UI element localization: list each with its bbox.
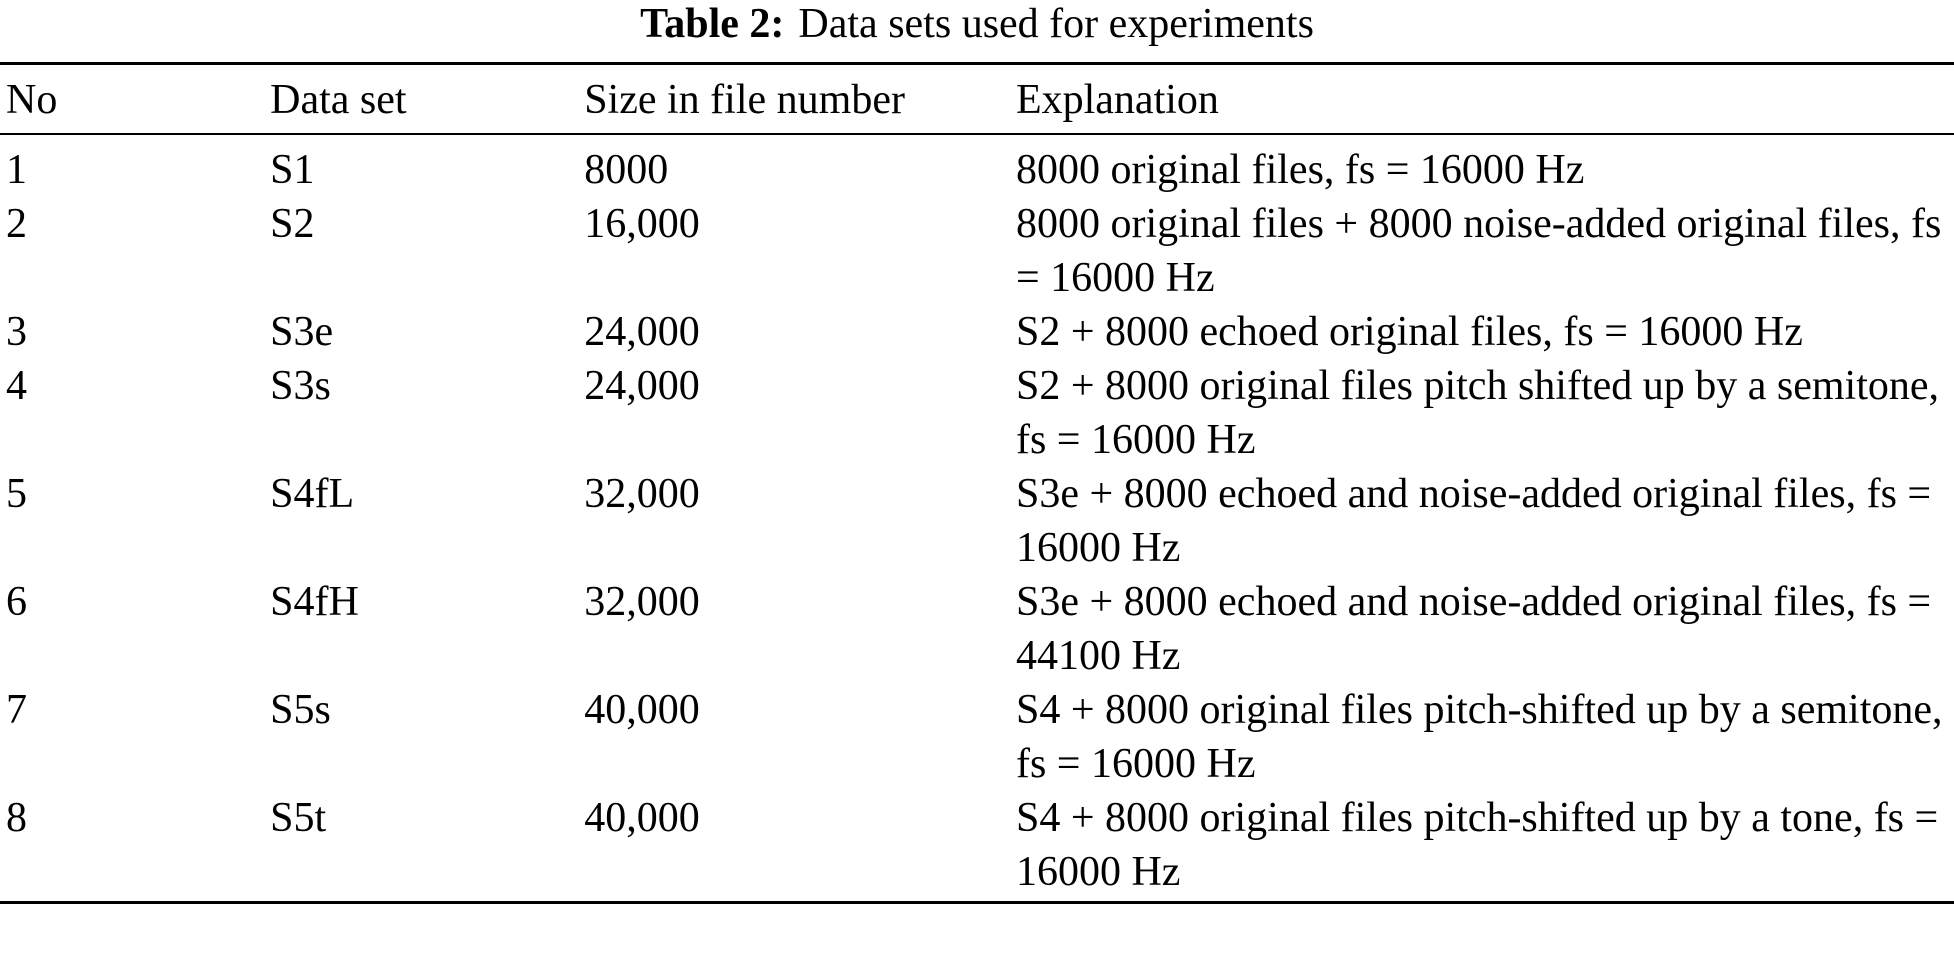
- cell-explanation: S2 + 8000 echoed original files, fs = 16000 Hz: [1015, 309, 1803, 355]
- cell-size: 32,000: [584, 471, 700, 517]
- cell-data-set: S5s: [270, 687, 331, 733]
- cell-explanation: S4 + 8000 original files pitch-shifted up by a semitone, fs = 16000 Hz: [1015, 687, 1943, 787]
- table-row: [0, 683, 1954, 791]
- cell-data-set: S4fL: [270, 471, 355, 517]
- cell-explanation: S3e + 8000 echoed and noise-added original files, fs = 16000 Hz: [1015, 471, 1932, 571]
- cell-size: 40,000: [584, 687, 700, 733]
- cell-explanation: 8000 original files + 8000 noise-added original files, fs = 16000 Hz: [1015, 201, 1942, 301]
- table-body: [0, 134, 1954, 903]
- cell-data-set: S3s: [270, 363, 331, 409]
- cell-explanation: S2 + 8000 original files pitch shifted up by a semitone, fs = 16000 Hz: [1015, 363, 1940, 463]
- cell-no: 7: [6, 687, 27, 733]
- cell-explanation: 8000 original files, fs = 16000 Hz: [1015, 147, 1585, 193]
- table-row: [0, 197, 1954, 305]
- table-row: [0, 134, 1954, 197]
- header-data-set: Data set: [270, 64, 584, 135]
- cell-data-set: S1: [270, 147, 315, 193]
- cell-no: 6: [6, 579, 27, 625]
- header-size: Size in file number: [584, 64, 1016, 135]
- cell-no: 5: [6, 471, 27, 517]
- cell-no: 3: [6, 309, 27, 355]
- table-row: [0, 359, 1954, 467]
- cell-size: 16,000: [584, 201, 700, 247]
- cell-size: 24,000: [584, 309, 700, 355]
- cell-no: 4: [6, 363, 27, 409]
- table-header-row: [0, 64, 1954, 135]
- cell-no: 8: [0, 791, 270, 903]
- cell-data-set: S2: [270, 201, 315, 247]
- table-row: [0, 791, 1954, 903]
- table-caption-label: Table 2:: [640, 1, 785, 47]
- cell-no: 1: [6, 147, 27, 193]
- table-caption: [0, 0, 1954, 48]
- table-caption-text: Data sets used for experiments: [798, 1, 1314, 47]
- cell-data-set: S4fH: [270, 579, 359, 625]
- cell-data-set: S5t: [270, 791, 584, 903]
- table-row: [0, 575, 1954, 683]
- cell-size: 32,000: [584, 579, 700, 625]
- table-header: [0, 64, 1954, 135]
- cell-explanation: S4 + 8000 original files pitch-shifted up by a tone, fs = 16000 Hz: [1016, 791, 1954, 903]
- data-sets-table: [0, 62, 1954, 904]
- table-row: [0, 467, 1954, 575]
- cell-no: 2: [6, 201, 27, 247]
- cell-data-set: S3e: [270, 309, 334, 355]
- header-explanation: Explanation: [1016, 64, 1954, 135]
- cell-explanation: S3e + 8000 echoed and noise-added original files, fs = 44100 Hz: [1015, 579, 1932, 679]
- cell-size: 40,000: [584, 791, 1016, 903]
- cell-size: 8000: [584, 147, 669, 193]
- cell-size: 24,000: [584, 363, 700, 409]
- header-no: No: [0, 64, 270, 135]
- table-row: [0, 305, 1954, 359]
